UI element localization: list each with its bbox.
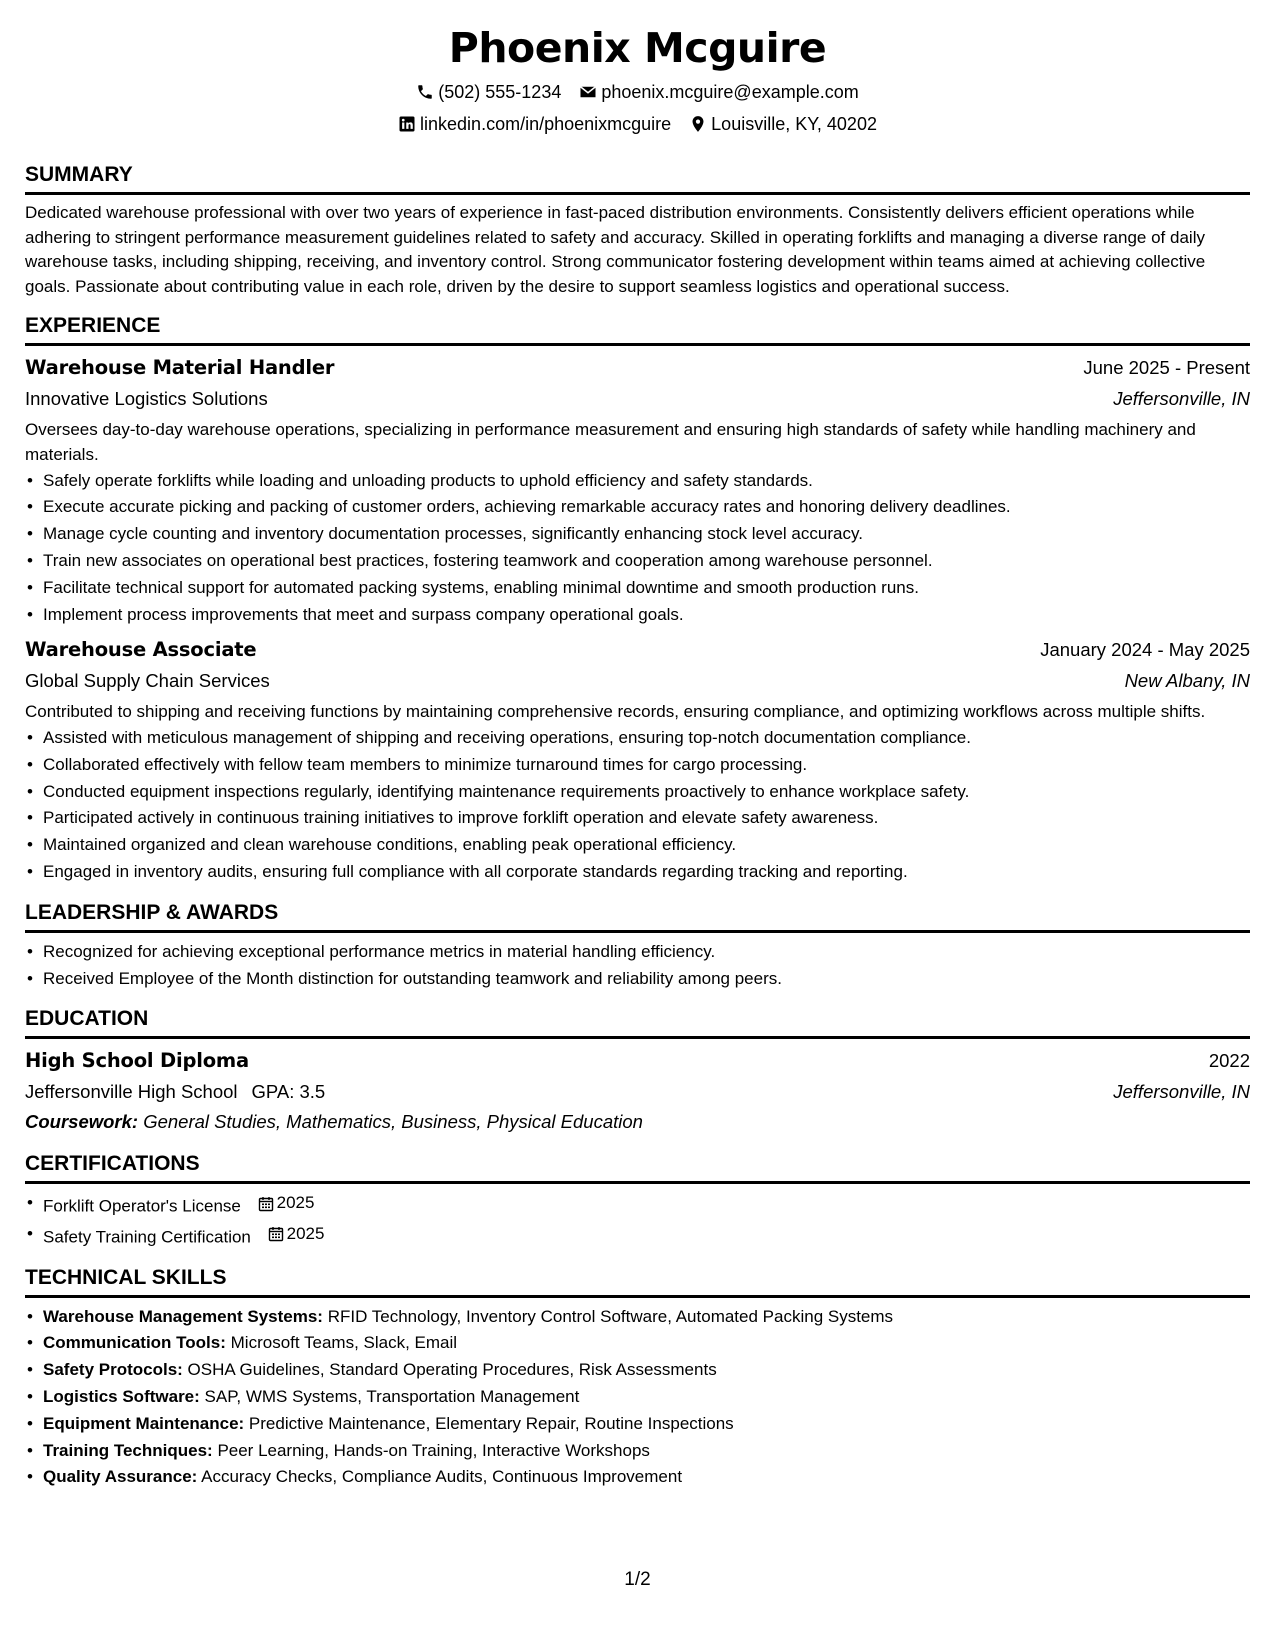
skill-item (25, 1384, 1250, 1411)
phone-icon (416, 83, 434, 101)
calendar-icon (268, 1226, 284, 1242)
summary-text: Dedicated warehouse professional with over two years of experience in fast-paced distribution environments. Consistently delivers efficient operations while adhering to stringent performance measurement guidelines related to safety and accuracy. Skilled in operating forklifts and managing a diverse range of daily warehouse tasks, including shipping, receiving, and inventory control. Strong communicator fostering development within teams aimed at achieving collective goals. Passionate about contributing value in each role, driven by the desire to support seamless logistics and operational success. (25, 203, 1206, 296)
cert-year: 2025 (276, 1193, 315, 1213)
summary-heading: SUMMARY (25, 162, 1250, 195)
map-pin-icon (689, 115, 707, 133)
skill-value: OSHA Guidelines, Standard Operating Procedures, Risk Assessments (187, 1360, 717, 1380)
award-item: • Received Employee of the Month distinction for outstanding teamwork and reliability among peers. (25, 966, 1250, 993)
coursework (25, 1107, 1250, 1137)
skill-item (25, 1357, 1250, 1384)
job-subheader (25, 666, 1250, 696)
cert-item (25, 1221, 1250, 1251)
job-company: Global Supply Chain Services (25, 670, 270, 692)
certifications-list (25, 1190, 1250, 1250)
job-title: Warehouse Associate (25, 638, 257, 662)
summary-section (25, 162, 1250, 299)
coursework-list: General Studies, Mathematics, Business, Physical Education (143, 1111, 643, 1133)
candidate-name: Phoenix Mcguire (448, 24, 827, 72)
cert-name: Forklift Operator's License (43, 1196, 241, 1216)
experience-section (25, 313, 1250, 885)
linkedin-text: linkedin.com/in/phoenixmcguire (420, 114, 672, 134)
envelope-icon (579, 83, 597, 101)
skill-value: RFID Technology, Inventory Control Software, Automated Packing Systems (327, 1306, 894, 1326)
bullet-item: • Safely operate forklifts while loading and unloading products to uphold efficiency and safety standards. (25, 468, 1250, 495)
skill-label: Warehouse Management Systems: (43, 1306, 323, 1326)
job-company: Innovative Logistics Solutions (25, 388, 268, 410)
education-heading: EDUCATION (25, 1006, 1250, 1039)
job-dates: January 2024 - May 2025 (1040, 639, 1250, 661)
skill-value: Microsoft Teams, Slack, Email (230, 1333, 458, 1353)
bullet-item: • Collaborated effectively with fellow team members to minimize turnaround times for cargo processing. (25, 752, 1250, 779)
skill-item (25, 1438, 1250, 1465)
school-line (25, 1077, 325, 1107)
contact-row-1 (25, 80, 1250, 104)
job-bullets (25, 725, 1250, 886)
job-location: Jeffersonville, IN (1113, 388, 1250, 410)
job-title: Warehouse Material Handler (25, 356, 335, 380)
location-text: Louisville, KY, 40202 (711, 114, 877, 134)
certifications-section (25, 1151, 1250, 1250)
awards-list (25, 939, 1250, 993)
cert-date (268, 1221, 325, 1248)
linkedin-icon (398, 115, 416, 133)
job-location: New Albany, IN (1124, 670, 1250, 692)
bullet-item: • Maintained organized and clean warehouse conditions, enabling peak operational efficiency. (25, 832, 1250, 859)
bullet-item: • Assisted with meticulous management of shipping and receiving operations, ensuring top-notch documentation compliance. (25, 725, 1250, 752)
coursework-label: Coursework: (25, 1111, 139, 1133)
experience-heading: EXPERIENCE (25, 313, 1250, 346)
cert-item (25, 1190, 1250, 1220)
skills-list (25, 1304, 1250, 1492)
school-name: Jeffersonville High School (25, 1081, 238, 1103)
resume-page (25, 22, 1250, 1491)
degree: High School Diploma (25, 1049, 249, 1073)
bullet-item: • Manage cycle counting and inventory documentation processes, significantly enhancing stock level accuracy. (25, 521, 1250, 548)
cert-name: Safety Training Certification (43, 1226, 251, 1246)
skill-label: Equipment Maintenance: (43, 1413, 245, 1433)
calendar-icon (258, 1196, 274, 1212)
skill-item (25, 1464, 1250, 1491)
award-item: • Recognized for achieving exceptional performance metrics in material handling efficiency. (25, 939, 1250, 966)
contact-linkedin[interactable] (398, 112, 671, 136)
skill-value: Peer Learning, Hands-on Training, Interactive Workshops (217, 1440, 650, 1460)
job-dates: June 2025 - Present (1083, 357, 1250, 379)
graduation-year: 2022 (1208, 1050, 1250, 1072)
job-header (25, 634, 1250, 666)
bullet-item: • Implement process improvements that meet and surpass company operational goals. (25, 602, 1250, 629)
certifications-heading: CERTIFICATIONS (25, 1151, 1250, 1184)
cert-date (258, 1190, 315, 1217)
skill-label: Quality Assurance: (43, 1467, 198, 1487)
skills-section (25, 1265, 1250, 1492)
skill-label: Communication Tools: (43, 1333, 226, 1353)
bullet-item: • Train new associates on operational best practices, fostering teamwork and cooperation among warehouse personnel. (25, 548, 1250, 575)
skill-label: Safety Protocols: (43, 1360, 183, 1380)
education-subheader (25, 1077, 1250, 1107)
contact-phone (416, 80, 561, 104)
skill-item (25, 1411, 1250, 1438)
skill-label: Logistics Software: (43, 1387, 200, 1407)
skill-item (25, 1304, 1250, 1331)
bullet-item: • Engaged in inventory audits, ensuring full compliance with all corporate standards regarding tracking and reporting. (25, 859, 1250, 886)
job-bullets (25, 468, 1250, 629)
job-entry (25, 634, 1250, 885)
bullet-item: • Facilitate technical support for automated packing systems, enabling minimal downtime and smooth production runs. (25, 575, 1250, 602)
skills-heading: TECHNICAL SKILLS (25, 1265, 1250, 1298)
skill-label: Training Techniques: (43, 1440, 213, 1460)
bullet-item: • Participated actively in continuous training initiatives to improve forklift operation and elevate safety awareness. (25, 805, 1250, 832)
gpa: GPA: 3.5 (251, 1081, 326, 1103)
awards-heading: LEADERSHIP & AWARDS (25, 900, 1250, 933)
job-description: Oversees day-to-day warehouse operations, specializing in performance measurement and ensuring high standards of safety while handling machinery and materials. (25, 420, 1196, 464)
job-description: Contributed to shipping and receiving functions by maintaining comprehensive records, ensuring compliance, and optimizing workflows across multiple shifts. (25, 702, 1206, 722)
skill-value: Predictive Maintenance, Elementary Repair, Routine Inspections (248, 1413, 734, 1433)
phone-text: (502) 555-1234 (438, 82, 562, 102)
skill-value: Accuracy Checks, Compliance Audits, Continuous Improvement (201, 1467, 683, 1487)
bullet-item: • Conducted equipment inspections regularly, identifying maintenance requirements proactively to enhance workplace safety. (25, 779, 1250, 806)
skill-item (25, 1330, 1250, 1357)
job-header (25, 352, 1250, 384)
contact-email[interactable] (579, 80, 858, 104)
contact-row-2 (25, 112, 1250, 136)
email-text: phoenix.mcguire@example.com (601, 82, 859, 102)
education-header (25, 1045, 1250, 1077)
page-number: 1/2 (624, 1569, 651, 1590)
cert-year: 2025 (286, 1223, 325, 1243)
contact-location (689, 112, 877, 136)
education-section (25, 1006, 1250, 1137)
school-location: Jeffersonville, IN (1113, 1081, 1250, 1103)
job-subheader (25, 384, 1250, 414)
awards-section (25, 900, 1250, 993)
job-entry (25, 352, 1250, 628)
bullet-item: • Execute accurate picking and packing of customer orders, achieving remarkable accuracy rates and honoring delivery deadlines. (25, 494, 1250, 521)
skill-value: SAP, WMS Systems, Transportation Management (204, 1387, 580, 1407)
